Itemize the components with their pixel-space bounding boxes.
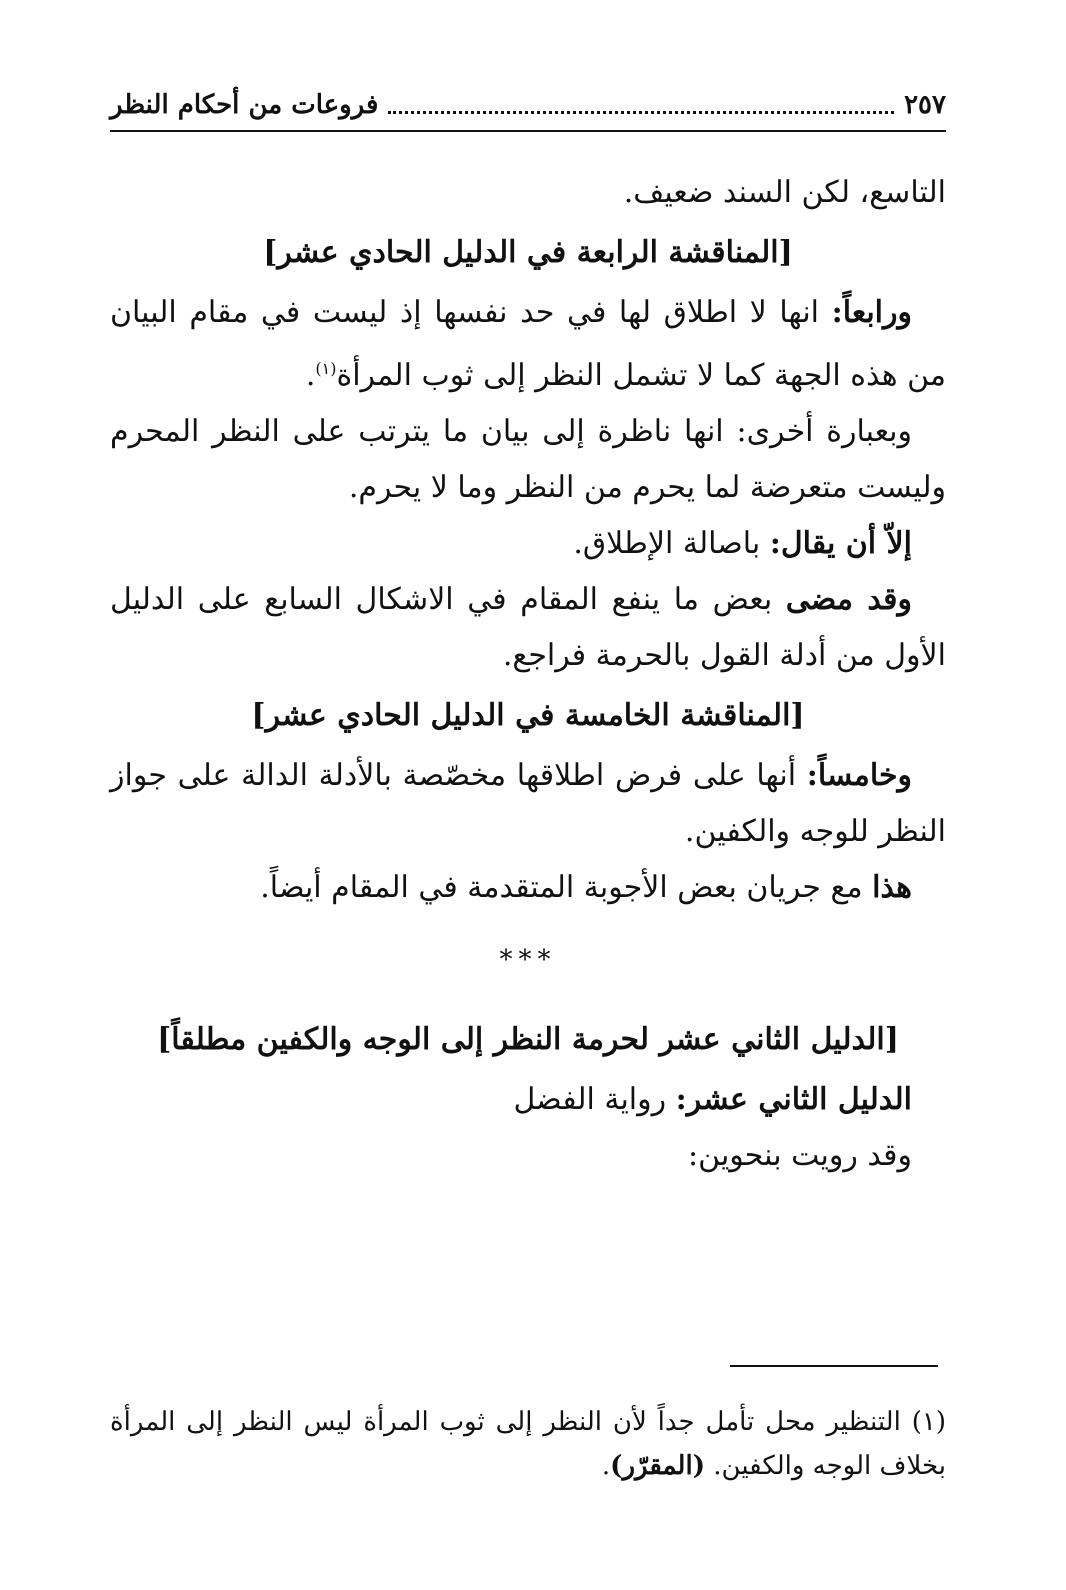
dotted-leader — [388, 97, 894, 114]
lead-word: الدليل الثاني عشر: — [675, 1082, 912, 1117]
lead-word: إلاّ أن يقال: — [769, 526, 912, 561]
footnote-separator — [730, 1365, 938, 1367]
paragraph: الدليل الثاني عشر: رواية الفضل — [513, 1082, 912, 1117]
paragraph: هذا مع جريان بعض الأجوبة المتقدمة في المقام أيضاً. — [260, 870, 912, 905]
footnote: (١) التنظير محل تأمل جداً لأن النظر إلى ثوب المرأة ليس النظر إلى المرأة بخلاف الوجه والكفين. (المقرّر). — [110, 1407, 946, 1481]
footnote-source: (المقرّر) — [610, 1451, 706, 1481]
running-title: فروعات من أحكام النظر — [110, 90, 379, 120]
paragraph: وخامساً: أنها على فرض اطلاقها مخصّصة بالأدلة الدالة على جواز النظر للوجه والكفين. — [110, 758, 946, 849]
paragraph: ورابعاً: انها لا اطلاق لها في حد نفسها إذ ليست في مقام البيان من هذه الجهة كما لا تشمل النظر إلى ثوب المرأة$^{(١)}$. — [110, 295, 946, 393]
paragraph: وقد رويت بنحوين: — [688, 1138, 912, 1173]
lead-word: ورابعاً: — [831, 295, 912, 330]
footnote-ref: (١) — [315, 359, 337, 378]
paragraph: التاسع، لكن السند ضعيف. — [623, 175, 946, 210]
footnote-number: (١) — [911, 1407, 946, 1437]
main-text — [110, 165, 946, 1184]
paragraph: وبعبارة أخرى: انها ناظرة إلى بيان ما يترتب على النظر المحرم وليست متعرضة لما يحرم من النظر وما لا يحرم. — [110, 414, 946, 505]
paragraph: وقد مضى بعض ما ينفع المقام في الاشكال السابع على الدليل الأول من أدلة القول بالحرمة فراجع. — [110, 582, 946, 673]
section-divider: *** — [499, 945, 557, 975]
section-heading: [المناقشة الخامسة في الدليل الحادي عشر] — [251, 698, 805, 733]
section-heading: [الدليل الثاني عشر لحرمة النظر إلى الوجه والكفين مطلقاً] — [157, 1022, 899, 1057]
footnote-text: التنظير محل تأمل جداً لأن النظر إلى ثوب المرأة ليس النظر إلى المرأة بخلاف الوجه والكفين. — [110, 1407, 946, 1481]
lead-word: وخامساً: — [806, 758, 912, 793]
page-number: ٢٥٧ — [904, 90, 946, 120]
section-heading: [المناقشة الرابعة في الدليل الحادي عشر] — [263, 235, 793, 270]
lead-word: هذا — [872, 870, 912, 905]
lead-word: وقد مضى — [785, 582, 912, 617]
paragraph: إلاّ أن يقال: باصالة الإطلاق. — [573, 526, 912, 561]
page-header — [110, 80, 946, 132]
